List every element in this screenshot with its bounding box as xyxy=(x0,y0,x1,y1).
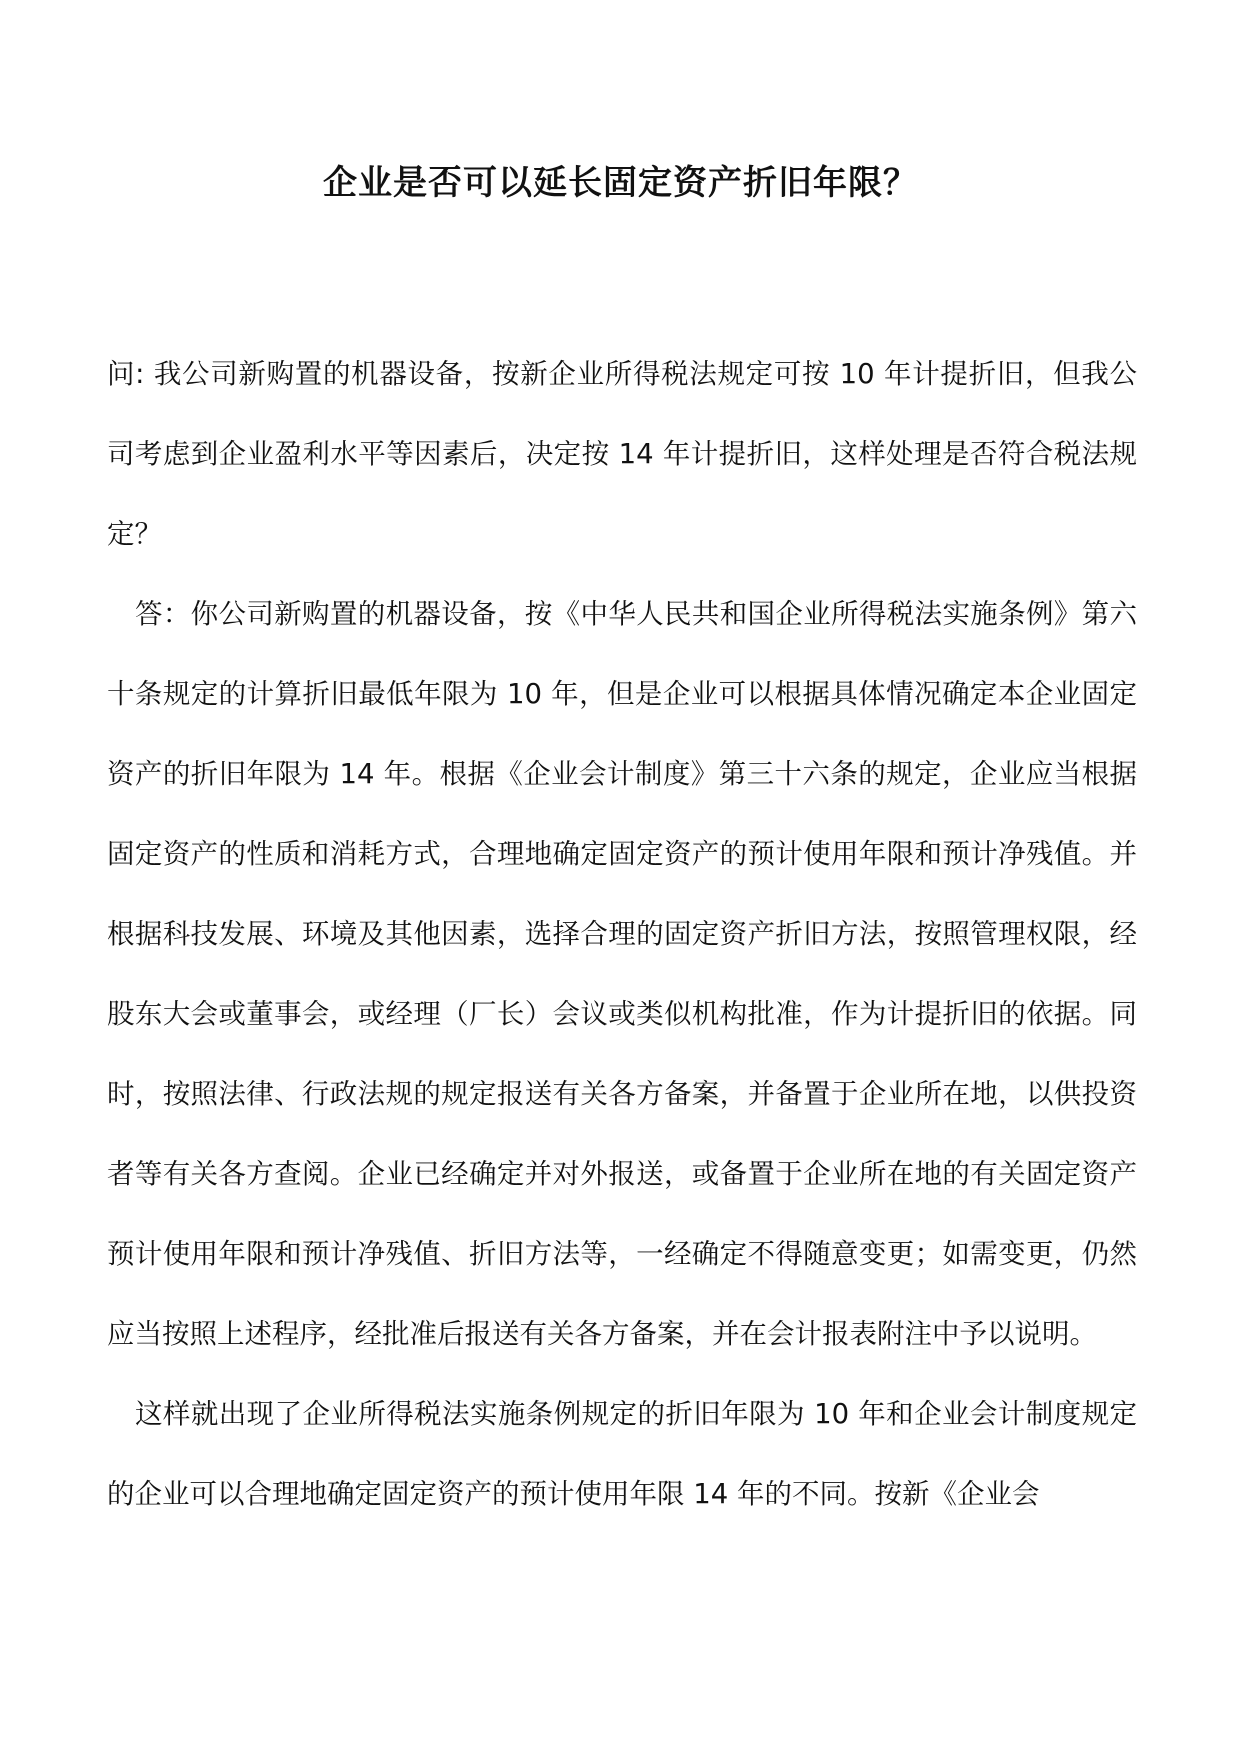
document-title: 企业是否可以延长固定资产折旧年限？ xyxy=(323,163,918,203)
answer-paragraph: 答：你公司新购置的机器设备，按《中华人民共和国企业所得税法实施条例》第六十条规定的计算折旧最低年限为 10 年，但是企业可以根据具体情况确定本企业固定资产的折旧年限为 14 年。根据《企业会计制度》第三十六条的规定，企业应当根据固定资产的性质和消耗方式，合理地确定固定资产的预计使用年限和预计净残值。并根据科技发展、环境及其他因素，选择合理的固定资产折旧方法，按照管理权限，经股东大会或董事会，或经理（厂长）会议或类似机构批准，作为计提折旧的依据。同时，按照法律、行政法规的规定报送有关各方备案，并备置于企业所在地，以供投资者等有关各方查阅。企业已经确定并对外报送，或备置于企业所在地的有关固定资产预计使用年限和预计净残值、折旧方法等，一经确定不得随意变更；如需变更，仍然应当按照上述程序，经批准后报送有关各方备案，并在会计报表附注中予以说明。 xyxy=(107,598,1137,1350)
document-body xyxy=(107,334,1137,1534)
discussion-paragraph: 这样就出现了企业所得税法实施条例规定的折旧年限为 10 年和企业会计制度规定的企业可以合理地确定固定资产的预计使用年限 14 年的不同。按新《企业会 xyxy=(107,1398,1137,1510)
question-paragraph: 问: 我公司新购置的机器设备，按新企业所得税法规定可按 10 年计提折旧，但我公司考虑到企业盈利水平等因素后，决定按 14 年计提折旧，这样处理是否符合税法规定？ xyxy=(107,358,1137,550)
